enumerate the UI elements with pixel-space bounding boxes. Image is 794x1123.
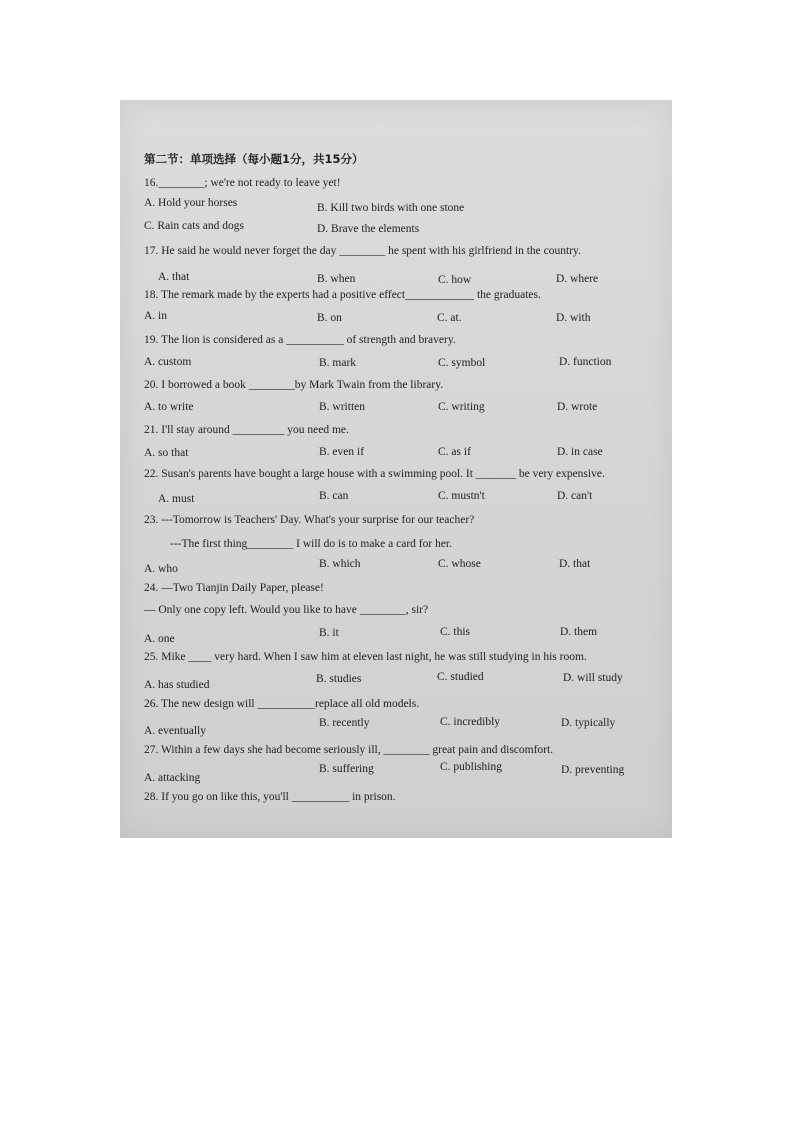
question-16-stem: 16.________; we're not ready to leave yet! [144, 177, 341, 189]
q23-option-c: C. whose [438, 558, 481, 570]
q20-option-b: B. written [319, 401, 365, 413]
q17-option-d: D. where [556, 273, 599, 285]
q24-option-d: D. them [560, 626, 598, 638]
q24-option-a: A. one [144, 633, 175, 645]
question-24-reply: — Only one copy left. Would you like to have ________, sir? [144, 604, 429, 616]
q19-option-c: C. symbol [438, 357, 486, 369]
question-21-stem: 21. I'll stay around _________ you need me. [144, 424, 349, 436]
q18-option-c: C. at. [437, 312, 462, 324]
question-23-reply: ---The first thing________ I will do is to make a card for her. [170, 538, 452, 550]
q23-option-a: A. who [144, 563, 178, 575]
q19-option-d: D. function [559, 356, 612, 368]
question-17-stem: 17. He said he would never forget the day ________ he spent with his girlfriend in the country. [144, 245, 581, 257]
q27-option-a: A. attacking [144, 772, 201, 784]
q26-option-a: A. eventually [144, 725, 206, 737]
q25-option-a: A. has studied [144, 679, 210, 691]
question-27-stem: 27. Within a few days she had become seriously ill, ________ great pain and discomfort. [144, 744, 554, 756]
q21-option-c: C. as if [438, 446, 471, 458]
section-title: 第二节：单项选择（每小题1分，共15分） [144, 152, 364, 166]
q17-option-a: A. that [158, 271, 190, 283]
q16-option-a: A. Hold your horses [144, 197, 238, 209]
q22-option-a: A. must [158, 493, 195, 505]
question-22-stem: 22. Susan's parents have bought a large house with a swimming pool. It _______ be very expensive. [144, 468, 605, 480]
question-26-stem: 26. The new design will __________replace all old models. [144, 698, 420, 710]
q22-option-d: D. can't [557, 490, 593, 502]
q22-option-b: B. can [319, 490, 349, 502]
q23-option-b: B. which [319, 558, 361, 570]
question-28-stem: 28. If you go on like this, you'll __________ in prison. [144, 791, 396, 803]
q25-option-b: B. studies [316, 673, 362, 685]
q20-option-c: C. writing [438, 401, 485, 413]
q20-option-a: A. to write [144, 401, 194, 413]
q18-option-a: A. in [144, 310, 167, 322]
q25-option-d: D. will study [563, 672, 623, 684]
q18-option-b: B. on [317, 312, 342, 324]
q24-option-b: B. it [319, 627, 339, 639]
q20-option-d: D. wrote [557, 401, 598, 413]
q17-option-b: B. when [317, 273, 356, 285]
q19-option-a: A. custom [144, 356, 192, 368]
question-25-stem: 25. Mike ____ very hard. When I saw him at eleven last night, he was still studying in his room. [144, 651, 587, 663]
question-18-stem: 18. The remark made by the experts had a positive effect____________ the graduates. [144, 289, 541, 301]
q16-option-d: D. Brave the elements [317, 223, 420, 235]
q27-option-b: B. suffering [319, 763, 374, 775]
q21-option-d: D. in case [557, 446, 603, 458]
q16-option-b: B. Kill two birds with one stone [317, 202, 465, 214]
q26-option-c: C. incredibly [440, 716, 501, 728]
q23-option-d: D. that [559, 558, 591, 570]
q27-option-d: D. preventing [561, 764, 625, 776]
q22-option-c: C. mustn't [438, 490, 485, 502]
q21-option-b: B. even if [319, 446, 365, 458]
q27-option-c: C. publishing [440, 761, 502, 773]
question-24-stem: 24. —Two Tianjin Daily Paper, please! [144, 582, 324, 594]
exam-page-photo [120, 100, 672, 838]
question-19-stem: 19. The lion is considered as a __________ of strength and bravery. [144, 334, 456, 346]
q16-option-c: C. Rain cats and dogs [144, 220, 244, 232]
q25-option-c: C. studied [437, 671, 484, 683]
q26-option-b: B. recently [319, 717, 370, 729]
q26-option-d: D. typically [561, 717, 616, 729]
q17-option-c: C. how [438, 274, 472, 286]
q18-option-d: D. with [556, 312, 591, 324]
question-23-stem: 23. ---Tomorrow is Teachers' Day. What's your surprise for our teacher? [144, 514, 475, 526]
q19-option-b: B. mark [319, 357, 357, 369]
q21-option-a: A. so that [144, 447, 189, 459]
q24-option-c: C. this [440, 626, 471, 638]
question-20-stem: 20. I borrowed a book ________by Mark Twain from the library. [144, 379, 444, 391]
